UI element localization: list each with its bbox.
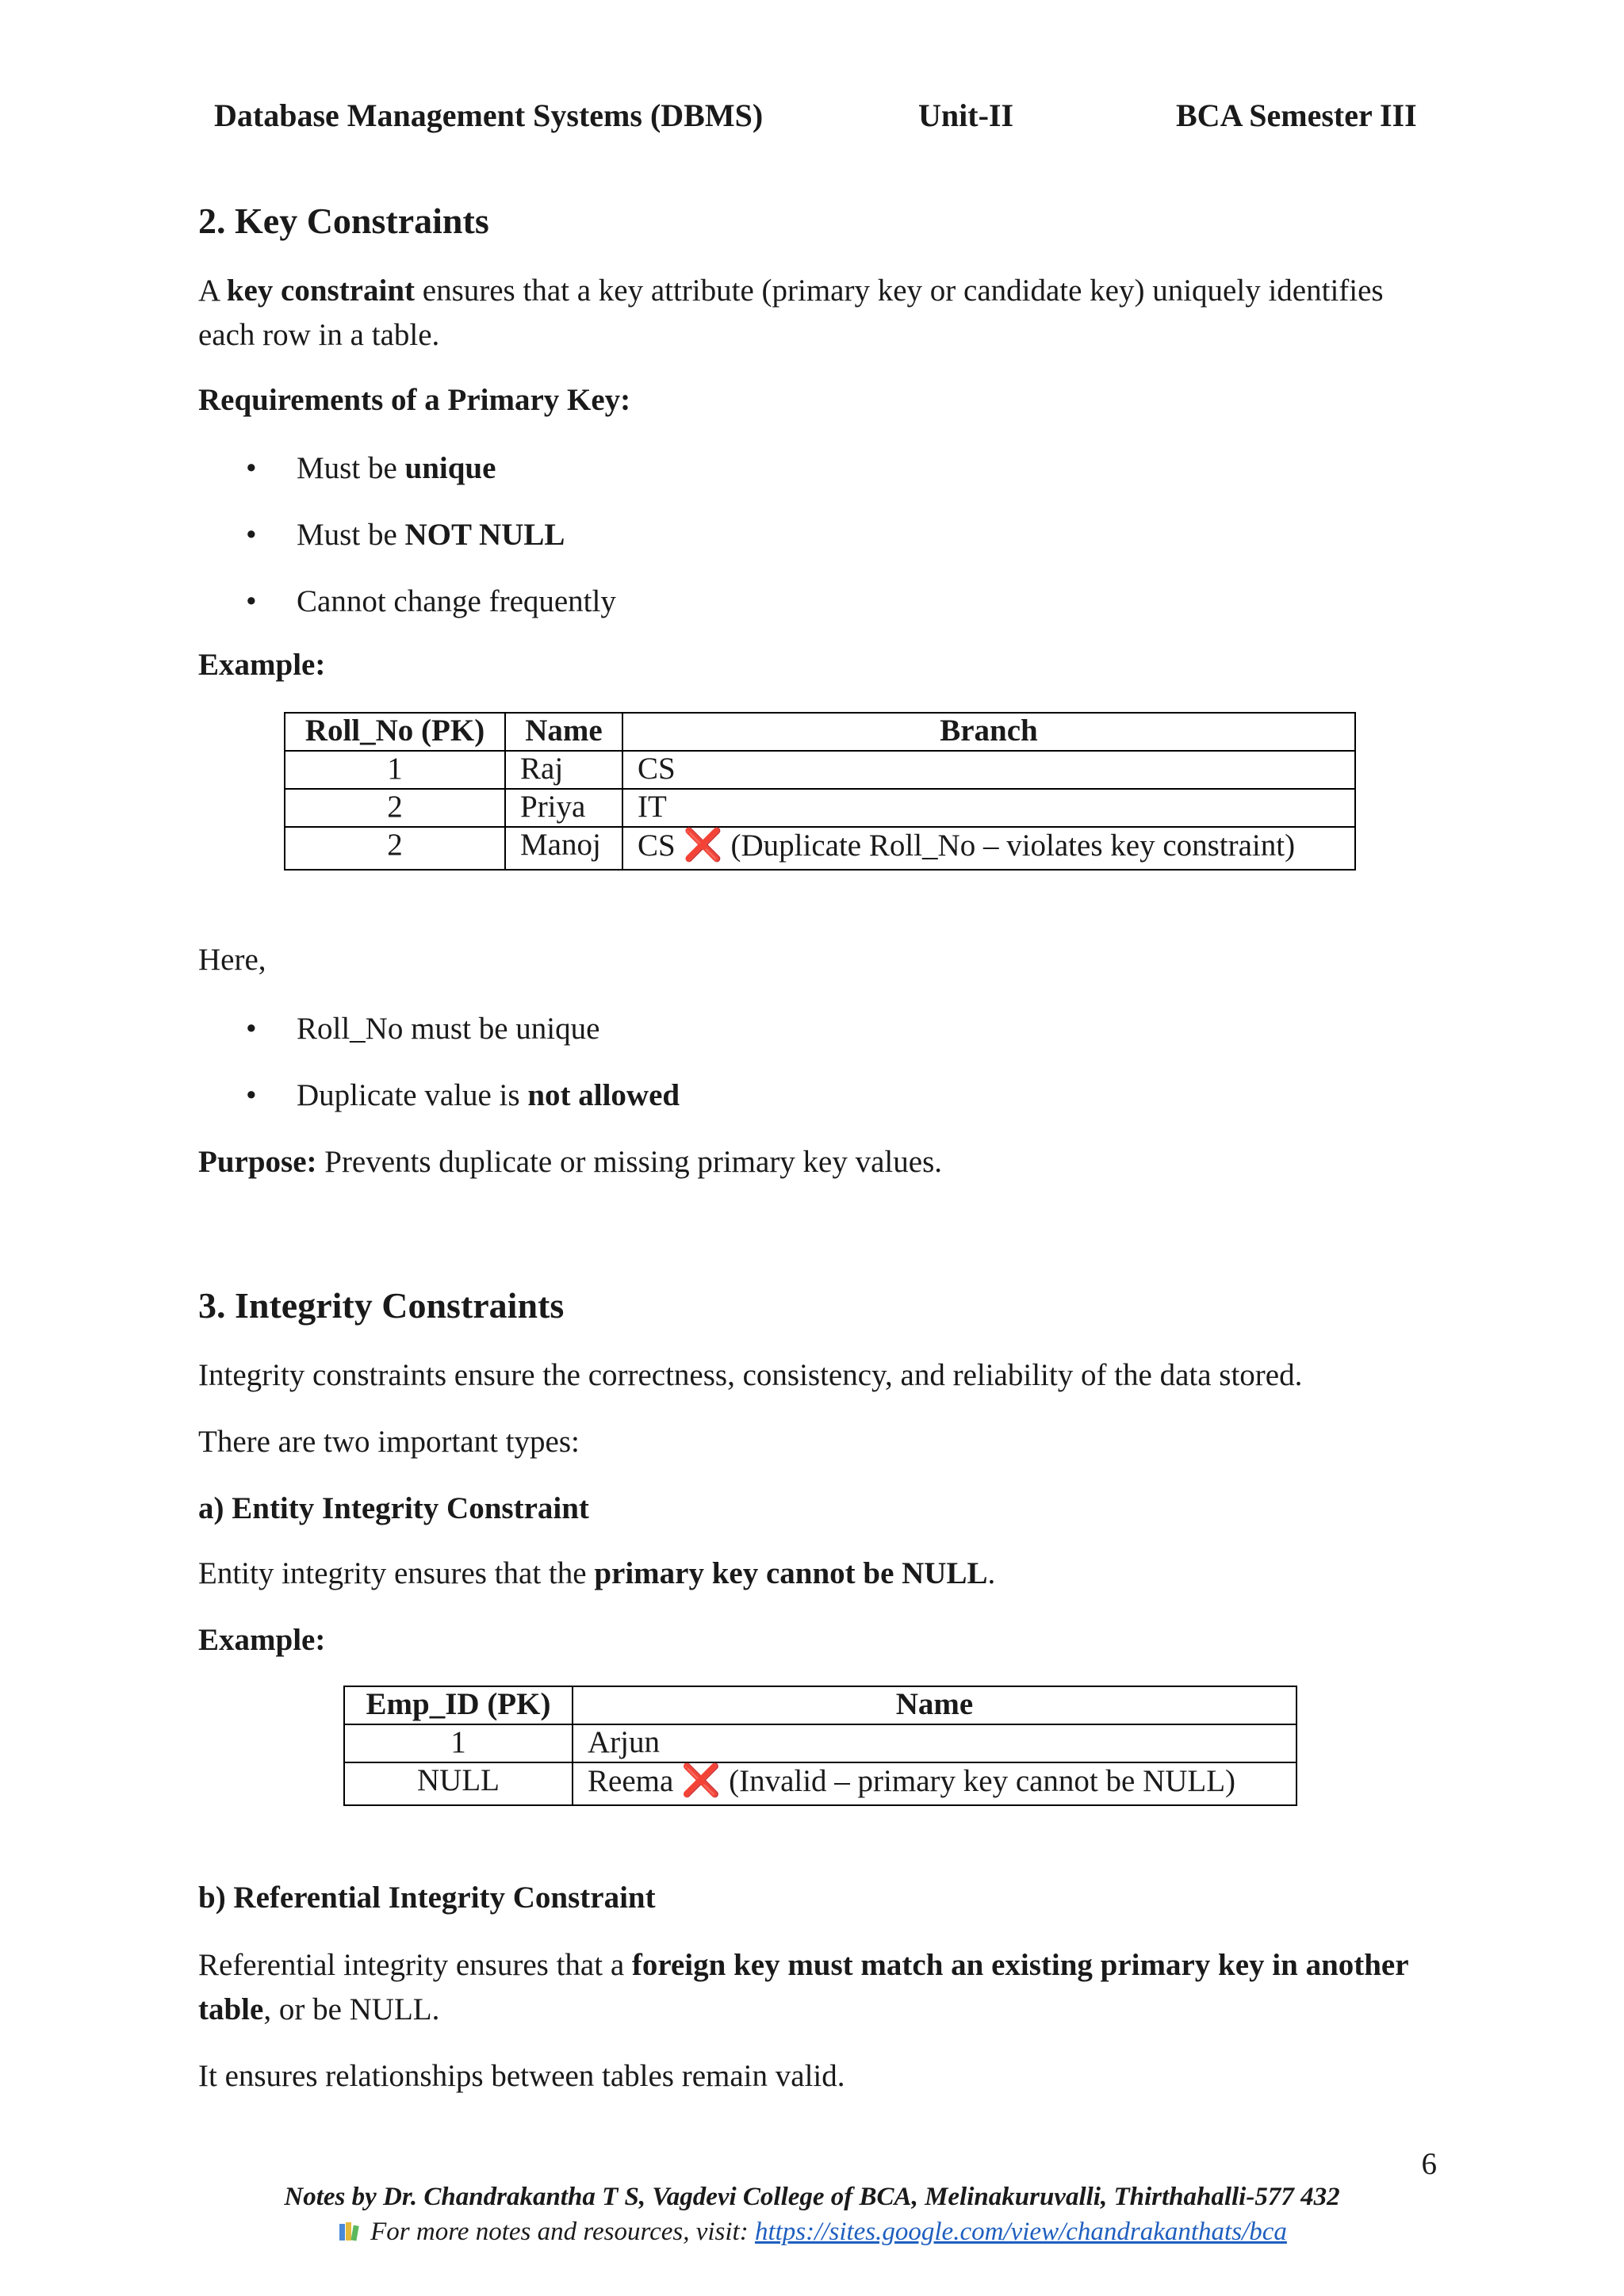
header-semester: BCA Semester III: [1176, 98, 1417, 133]
column-header: Name: [505, 713, 622, 751]
bullet-icon: •: [246, 518, 257, 552]
table-cell: Arjun: [573, 1724, 1297, 1762]
table-cell: 1: [344, 1724, 573, 1762]
purpose-label: Purpose:: [198, 1145, 317, 1179]
intro-text-rest: ensures that a key attribute (primary key or candidate key) uniquely identifies each row in a table.: [198, 274, 1384, 352]
table-cell: 1: [285, 751, 505, 789]
column-header: Emp_ID (PK): [344, 1686, 573, 1724]
footer-credits: Notes by Dr. Chandrakantha T S, Vagdevi College of BCA, Melinakuruvalli, Thirthahalli-577 432: [284, 2183, 1340, 2211]
table-cell: [622, 827, 1355, 870]
table-cell: IT: [622, 789, 1355, 827]
table-cell: [573, 1762, 1297, 1805]
example-label: Example:: [198, 648, 326, 682]
column-header: Branch: [622, 713, 1355, 751]
example-label: Example:: [198, 1623, 326, 1657]
table-cell: 2: [285, 827, 505, 870]
section-title-integrity-constraints: 3. Integrity Constraints: [198, 1285, 565, 1326]
name-value: Reema: [588, 1764, 674, 1798]
bullet-text: Must be NOT NULL: [297, 518, 565, 552]
purpose-line: [198, 1140, 1435, 1184]
cross-mark-icon: ❌: [681, 1762, 722, 1799]
entity-integrity-heading: a) Entity Integrity Constraint: [198, 1491, 589, 1525]
bullet-icon: •: [246, 1078, 257, 1112]
table-cell: Priya: [505, 789, 622, 827]
here-label: Here,: [198, 943, 266, 977]
referential-integrity-heading: b) Referential Integrity Constraint: [198, 1881, 656, 1915]
section-title-key-constraints: 2. Key Constraints: [198, 201, 489, 241]
key-constraint-table: [284, 712, 1356, 871]
intro-text: A: [198, 274, 227, 308]
table-cell: CS: [622, 751, 1355, 789]
table-header-row: [285, 713, 1355, 751]
resources-link[interactable]: https://sites.google.com/view/chandrakanthats/bca: [754, 2218, 1287, 2246]
entity-integrity-table: [343, 1686, 1297, 1806]
referential-integrity-text: Referential integrity ensures that a foreign key must match an existing primary key in another table, or be NULL.: [198, 1948, 1408, 2026]
key-constraint-intro: [198, 269, 1435, 358]
header-course: Database Management Systems (DBMS): [214, 98, 764, 133]
table-header-row: [344, 1686, 1297, 1724]
bullet-icon: •: [246, 584, 257, 618]
bullet-icon: •: [246, 451, 257, 485]
table-cell: 2: [285, 789, 505, 827]
requirements-heading: Requirements of a Primary Key:: [198, 383, 631, 417]
bullet-text: Duplicate value is not allowed: [297, 1078, 680, 1112]
books-icon: [337, 2219, 361, 2243]
table-cell: NULL: [344, 1762, 573, 1805]
footer-resources: [0, 2218, 1624, 2247]
column-header: Roll_No (PK): [285, 713, 505, 751]
cross-mark-icon: ❌: [683, 827, 723, 863]
branch-value: CS: [638, 828, 676, 863]
footer-resources-text: For more notes and resources, visit:: [370, 2218, 755, 2246]
table-row: [285, 827, 1355, 870]
types-intro: There are two important types:: [198, 1425, 580, 1459]
table-row: [344, 1724, 1297, 1762]
violation-note: (Duplicate Roll_No – violates key constraint): [730, 828, 1296, 863]
referential-integrity-text-2: It ensures relationships between tables remain valid.: [198, 2059, 845, 2093]
bullet-text: Cannot change frequently: [297, 584, 616, 618]
column-header: Name: [573, 1686, 1297, 1724]
intro-bold-term: key constraint: [226, 274, 416, 308]
table-row: [285, 751, 1355, 789]
bullet-icon: •: [246, 1012, 257, 1046]
header-unit: Unit-II: [918, 98, 1014, 133]
bullet-text: Roll_No must be unique: [297, 1012, 600, 1046]
bullet-text: Must be unique: [297, 451, 496, 485]
invalid-note: (Invalid – primary key cannot be NULL): [729, 1764, 1236, 1798]
table-cell: Raj: [505, 751, 622, 789]
integrity-intro: Integrity constraints ensure the correctness, consistency, and reliability of the data stored.: [198, 1358, 1303, 1392]
table-row: [285, 789, 1355, 827]
table-row: [344, 1762, 1297, 1805]
page-number: 6: [1421, 2147, 1437, 2181]
table-cell: Manoj: [505, 827, 622, 870]
purpose-text: Prevents duplicate or missing primary key values.: [316, 1145, 942, 1179]
entity-integrity-text: Entity integrity ensures that the primary key cannot be NULL.: [198, 1556, 996, 1590]
